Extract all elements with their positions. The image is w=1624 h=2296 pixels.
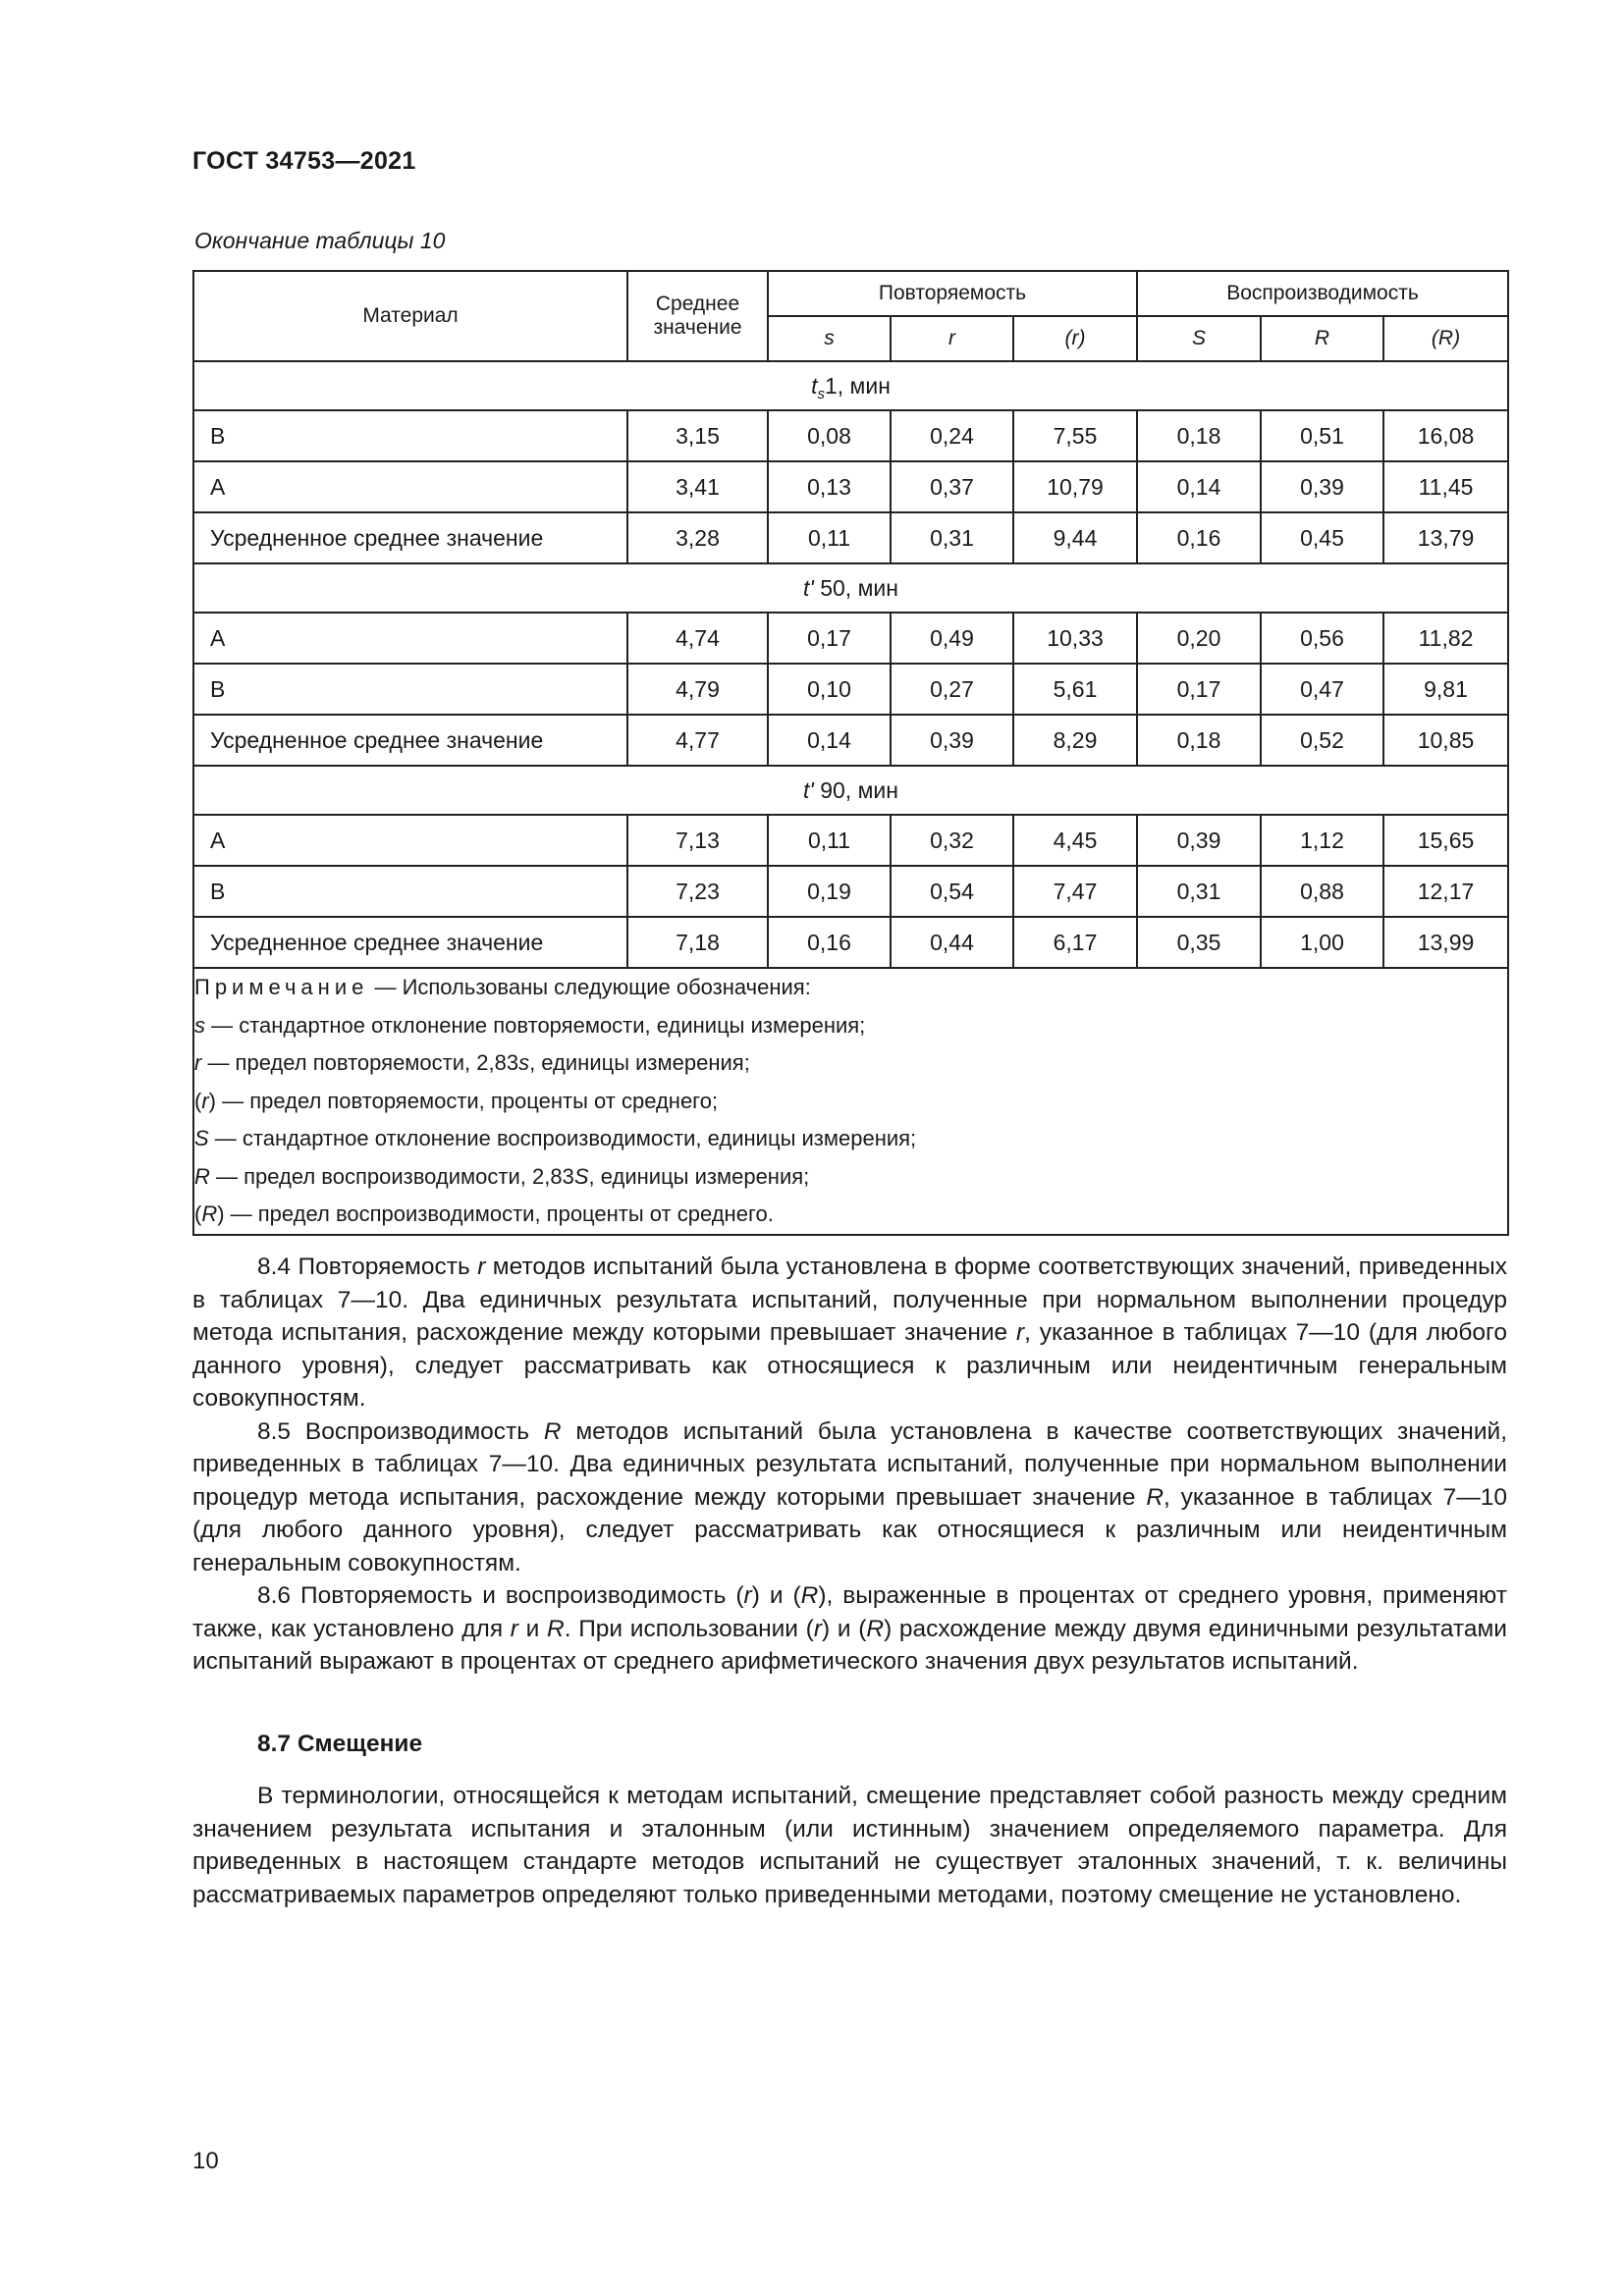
cell-r: 0,31 [891, 512, 1013, 563]
cell-mean: 3,41 [627, 461, 768, 512]
header-S: S [1137, 316, 1261, 361]
cell-r: 0,54 [891, 866, 1013, 917]
cell-R: 0,88 [1261, 866, 1383, 917]
cell-r: 0,37 [891, 461, 1013, 512]
cell-S: 0,14 [1137, 461, 1261, 512]
cell-rp: 10,79 [1013, 461, 1137, 512]
cell-R: 0,39 [1261, 461, 1383, 512]
cell-material: В [193, 866, 627, 917]
cell-rp: 5,61 [1013, 664, 1137, 715]
cell-Rp: 10,85 [1383, 715, 1508, 766]
section-heading-8-7: 8.7 Смещение [257, 1731, 423, 1757]
section-header-row [193, 766, 1508, 815]
paragraph-8-6: 8.6 Повторяемость и воспроизводимость (r) и (R), выраженные в процентах от среднего уровня, применяют также, как установлено для r и R. При использовании (r) и (R) расхождение между двумя единичными результатами испытаний выражают в процентах от среднего арифметического значения двух результатов испытаний. [192, 1582, 1507, 1675]
cell-S: 0,18 [1137, 715, 1261, 766]
header-material: Материал [193, 271, 627, 361]
cell-rp: 10,33 [1013, 613, 1137, 664]
note-intro: Примечание — Использованы следующие обозначения: [194, 975, 811, 999]
cell-rp: 6,17 [1013, 917, 1137, 968]
table-note [193, 968, 1508, 1235]
cell-rp: 4,45 [1013, 815, 1137, 866]
cell-r: 0,44 [891, 917, 1013, 968]
cell-s: 0,14 [768, 715, 891, 766]
cell-s: 0,11 [768, 815, 891, 866]
cell-S: 0,17 [1137, 664, 1261, 715]
cell-material: А [193, 613, 627, 664]
header-r-percent: (r) [1013, 316, 1137, 361]
cell-material: В [193, 664, 627, 715]
cell-rp: 7,55 [1013, 410, 1137, 461]
cell-s: 0,08 [768, 410, 891, 461]
section-label: t' 50, мин [193, 563, 1508, 613]
cell-S: 0,20 [1137, 613, 1261, 664]
cell-R: 0,47 [1261, 664, 1383, 715]
cell-Rp: 16,08 [1383, 410, 1508, 461]
table-row [193, 613, 1508, 664]
cell-S: 0,35 [1137, 917, 1261, 968]
document-header: ГОСТ 34753—2021 [192, 147, 416, 175]
cell-Rp: 11,45 [1383, 461, 1508, 512]
cell-R: 0,51 [1261, 410, 1383, 461]
cell-Rp: 11,82 [1383, 613, 1508, 664]
cell-Rp: 13,79 [1383, 512, 1508, 563]
cell-r: 0,24 [891, 410, 1013, 461]
note-R-percent: (R) — предел воспроизводимости, проценты от среднего. [194, 1201, 774, 1226]
cell-s: 0,16 [768, 917, 891, 968]
cell-R: 0,45 [1261, 512, 1383, 563]
paragraph-8-4: 8.4 Повторяемость r методов испытаний была установлена в форме соответствующих значений, приведенных в таблицах 7—10. Два единичных результата испытаний, полученные при нормальном выполнении процедур метода испытания, расхождение между которыми превышает значение r, указанное в таблицах 7—10 (для любого данного уровня), следует рассматривать как относящиеся к различным или неидентичным генеральным совокупностям. [192, 1254, 1508, 1412]
section-label: $t_s1$, мин [193, 361, 1508, 410]
cell-r: 0,32 [891, 815, 1013, 866]
header-R-percent: (R) [1383, 316, 1508, 361]
cell-mean: 4,79 [627, 664, 768, 715]
table-row [193, 664, 1508, 715]
section-header-row [193, 361, 1508, 410]
note-r-percent: (r) — предел повторяемости, проценты от среднего; [194, 1088, 719, 1113]
cell-mean: 7,23 [627, 866, 768, 917]
cell-mean: 4,77 [627, 715, 768, 766]
header-reproducibility: Воспроизводимость [1137, 271, 1508, 316]
cell-mean: 4,74 [627, 613, 768, 664]
cell-s: 0,19 [768, 866, 891, 917]
table-row [193, 815, 1508, 866]
cell-material: Усредненное среднее значение [193, 512, 627, 563]
cell-R: 0,52 [1261, 715, 1383, 766]
section-label: t' 90, мин [193, 766, 1508, 815]
note-s: s — стандартное отклонение повторяемости, единицы измерения; [194, 1012, 866, 1038]
cell-Rp: 12,17 [1383, 866, 1508, 917]
cell-r: 0,39 [891, 715, 1013, 766]
cell-r: 0,27 [891, 664, 1013, 715]
cell-s: 0,17 [768, 613, 891, 664]
cell-s: 0,10 [768, 664, 891, 715]
cell-mean: 3,15 [627, 410, 768, 461]
cell-rp: 7,47 [1013, 866, 1137, 917]
cell-Rp: 9,81 [1383, 664, 1508, 715]
cell-rp: 8,29 [1013, 715, 1137, 766]
cell-S: 0,16 [1137, 512, 1261, 563]
table-row [193, 461, 1508, 512]
cell-S: 0,39 [1137, 815, 1261, 866]
section-8-7-body [192, 1780, 1507, 1911]
table-row [193, 410, 1508, 461]
header-repeatability: Повторяемость [768, 271, 1137, 316]
cell-material: Усредненное среднее значение [193, 917, 627, 968]
cell-r: 0,49 [891, 613, 1013, 664]
header-mean: Среднее значение [627, 271, 768, 361]
paragraph-8-5: 8.5 Воспроизводимость R методов испытаний была установлена в качестве соответствующих значений, приведенных в таблицах 7—10. Два единичных результата испытаний, полученные при нормальном выполнении процедур метода испытания, расхождение между которыми превышает значение R, указанное в таблицах 7—10 (для любого данного уровня), следует рассматривать как относящиеся к различным или неидентичным генеральным совокупностям. [192, 1417, 1508, 1576]
cell-s: 0,13 [768, 461, 891, 512]
cell-material: А [193, 461, 627, 512]
cell-S: 0,31 [1137, 866, 1261, 917]
note-r: r — предел повторяемости, 2,83s, единицы измерения; [194, 1050, 750, 1075]
table-row [193, 715, 1508, 766]
cell-mean: 7,18 [627, 917, 768, 968]
table-body [193, 361, 1508, 968]
cell-material: В [193, 410, 627, 461]
cell-material: Усредненное среднее значение [193, 715, 627, 766]
table-row [193, 917, 1508, 968]
results-table [192, 270, 1509, 1236]
paragraph-8-7: В терминологии, относящейся к методам испытаний, смещение представляет собой разность между средним значением результата испытания и эталонным (или истинным) значением определяемого параметра. Для приведенных в настоящем стандарте методов испытаний не существует эталонных значений, т. к. величины рассматриваемых параметров определяют только приведенными методами, поэтому смещение не установлено. [192, 1783, 1507, 1908]
header-s: s [768, 316, 891, 361]
cell-Rp: 15,65 [1383, 815, 1508, 866]
cell-mean: 7,13 [627, 815, 768, 866]
cell-material: А [193, 815, 627, 866]
cell-s: 0,11 [768, 512, 891, 563]
note-S: S — стандартное отклонение воспроизводимости, единицы измерения; [194, 1126, 917, 1150]
cell-R: 1,00 [1261, 917, 1383, 968]
cell-mean: 3,28 [627, 512, 768, 563]
cell-R: 1,12 [1261, 815, 1383, 866]
table-row [193, 866, 1508, 917]
cell-Rp: 13,99 [1383, 917, 1508, 968]
section-header-row [193, 563, 1508, 613]
note-R: R — предел воспроизводимости, 2,83S, единицы измерения; [194, 1163, 810, 1189]
body-paragraphs [192, 1251, 1507, 1679]
table-caption: Окончание таблицы 10 [194, 228, 446, 253]
cell-R: 0,56 [1261, 613, 1383, 664]
table-row [193, 512, 1508, 563]
header-R: R [1261, 316, 1383, 361]
page-number: 10 [192, 2148, 219, 2174]
cell-S: 0,18 [1137, 410, 1261, 461]
header-r: r [891, 316, 1013, 361]
cell-rp: 9,44 [1013, 512, 1137, 563]
